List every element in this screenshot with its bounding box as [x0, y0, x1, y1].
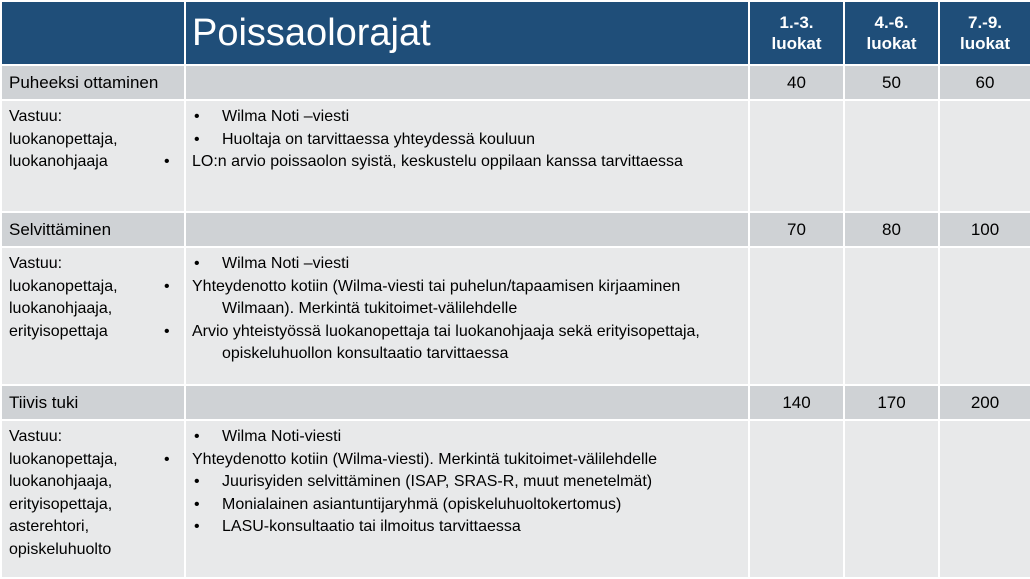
- header-row: [1, 1, 1030, 65]
- detail-blank-cell: [844, 247, 939, 385]
- grade-header-1-3: [749, 1, 844, 65]
- limit-grades-7-9: 200: [939, 385, 1030, 420]
- action-item: • Arvio yhteistyössä luokanopettaja tai luokanohjaaja sekä erityisopettaja, opiskeluhuollon konsultaatio tarvittaessa: [192, 321, 740, 366]
- limit-grades-1-3: 40: [749, 65, 844, 100]
- stage-name: Selvittäminen: [1, 212, 185, 247]
- grade-range: 4.-6.: [874, 13, 909, 32]
- detail-blank-cell: [939, 100, 1030, 212]
- action-item: • LO:n arvio poissaolon syistä, keskustelu oppilaan kanssa tarvittaessa: [192, 151, 740, 174]
- actions-cell: [185, 420, 749, 578]
- action-item: • Wilma Noti –viesti: [192, 253, 740, 276]
- actions-list: [192, 106, 740, 174]
- stage-name: Puheeksi ottaminen: [1, 65, 185, 100]
- stage-blank-cell: [185, 212, 749, 247]
- grade-header-7-9: [939, 1, 1030, 65]
- action-item: • Juurisyiden selvittäminen (ISAP, SRAS-R, muut menetelmät): [192, 471, 740, 494]
- detail-blank-cell: [844, 100, 939, 212]
- detail-blank-cell: [749, 247, 844, 385]
- limit-grades-1-3: 70: [749, 212, 844, 247]
- title-cell: [185, 1, 749, 65]
- actions-cell: [185, 100, 749, 212]
- responsible-line: Vastuu:: [9, 428, 63, 445]
- stage-name: Tiivis tuki: [1, 385, 185, 420]
- responsible-cell: [1, 100, 185, 212]
- actions-list: [192, 426, 740, 539]
- responsible-cell: [1, 420, 185, 578]
- stage-blank-cell: [185, 65, 749, 100]
- grade-header-4-6: [844, 1, 939, 65]
- detail-row-tiivis-tuki: [1, 420, 1030, 578]
- grade-word: luokat: [866, 34, 917, 53]
- responsible-line: luokanohjaaja,: [9, 473, 113, 490]
- responsible-line: erityisopettaja: [9, 322, 108, 340]
- responsible-line: Vastuu:: [9, 108, 63, 125]
- limit-grades-4-6: 50: [844, 65, 939, 100]
- detail-blank-cell: [939, 420, 1030, 578]
- limit-grades-4-6: 170: [844, 385, 939, 420]
- action-item: • LASU-konsultaatio tai ilmoitus tarvittaessa: [192, 516, 740, 539]
- responsible-line: erityisopettaja,: [9, 495, 113, 513]
- grade-range: 7.-9.: [967, 13, 1003, 32]
- action-item: • Huoltaja on tarvittaessa yhteydessä kouluun: [192, 129, 740, 152]
- detail-blank-cell: [939, 247, 1030, 385]
- limit-grades-7-9: 60: [939, 65, 1030, 100]
- responsible-line: opiskeluhuolto: [9, 540, 112, 558]
- responsible-line: asterehtori,: [9, 518, 90, 535]
- grade-word: luokat: [771, 34, 822, 53]
- detail-row-selvittaminen: [1, 247, 1030, 385]
- responsible-line: Vastuu:: [9, 255, 63, 272]
- stage-blank-cell: [185, 385, 749, 420]
- action-item: • Wilma Noti –viesti: [192, 106, 740, 129]
- responsible-cell: [1, 247, 185, 385]
- header-blank-cell: [1, 1, 185, 65]
- grade-word: luokat: [959, 34, 1011, 53]
- actions-cell: [185, 247, 749, 385]
- action-item: • Monialainen asiantuntijaryhmä (opiskeluhuoltokertomus): [192, 494, 740, 517]
- stage-row-tiivis-tuki: [1, 385, 1030, 420]
- responsible-line: luokanohjaaja,: [9, 300, 113, 317]
- detail-row-puheeksi-ottaminen: [1, 100, 1030, 212]
- limit-grades-1-3: 140: [749, 385, 844, 420]
- stage-row-selvittaminen: [1, 212, 1030, 247]
- action-item: • Yhteydenotto kotiin (Wilma-viesti). Merkintä tukitoimet-välilehdelle: [192, 449, 740, 472]
- detail-blank-cell: [749, 100, 844, 212]
- detail-blank-cell: [749, 420, 844, 578]
- actions-list: [192, 253, 740, 366]
- responsible-line: luokanopettaja,: [9, 130, 118, 148]
- responsible-line: luokanopettaja,: [9, 450, 118, 468]
- detail-blank-cell: [844, 420, 939, 578]
- stage-row-puheeksi-ottaminen: [1, 65, 1030, 100]
- action-item: • Wilma Noti-viesti: [192, 426, 740, 449]
- responsible-line: luokanohjaaja: [9, 153, 108, 170]
- grade-range: 1.-3.: [779, 13, 814, 32]
- limit-grades-7-9: 100: [939, 212, 1030, 247]
- page-title: Poissaolorajat: [192, 11, 431, 54]
- responsible-line: luokanopettaja,: [9, 277, 118, 295]
- limit-grades-4-6: 80: [844, 212, 939, 247]
- action-item: • Yhteydenotto kotiin (Wilma-viesti tai puhelun/tapaamisen kirjaaminen Wilmaan). Merkintä tukitoimet-välilehdelle: [192, 276, 740, 321]
